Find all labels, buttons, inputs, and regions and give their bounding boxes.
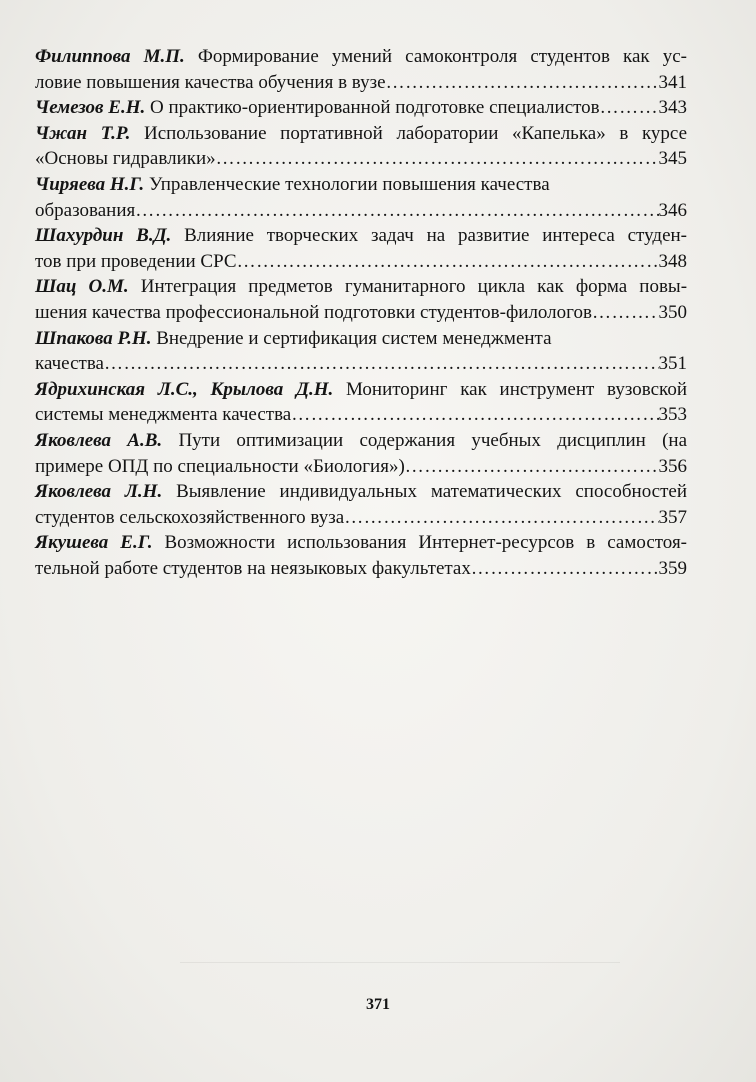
page-number: 371 <box>366 996 390 1013</box>
toc-entry-title: примере ОПД по специальности «Биология») <box>35 455 405 477</box>
toc-entry-page: 353 <box>658 404 687 426</box>
toc-entry-first-line <box>35 172 687 198</box>
toc-entry-page: 343 <box>658 97 687 119</box>
toc-entry-page: 359 <box>658 557 687 579</box>
toc-entry-title: Пути оптимизации содержания учебных дисциплин (на <box>178 429 688 451</box>
toc-entry-last-line <box>35 505 687 531</box>
toc-entry-title: Использование портативной лаборатории «Капелька» в курсе <box>143 122 687 144</box>
toc-entry-title: ловие повышения качества обучения в вузе <box>35 71 386 93</box>
dot-leader <box>405 454 659 480</box>
toc-entry-last-line <box>35 95 687 121</box>
toc-entry-last-line <box>35 70 687 96</box>
toc-entry-author: Чемезов Е.Н. <box>35 97 146 119</box>
toc-entry-title: образования <box>35 199 136 221</box>
dot-leader <box>592 300 659 326</box>
toc-entry-first-line <box>35 530 687 556</box>
toc-entry-author: Шац О.М. <box>35 276 129 298</box>
toc-entry-page: 357 <box>658 506 687 528</box>
toc-entry-author: Шахурдин В.Д. <box>35 225 172 247</box>
toc-entry-page: 341 <box>658 71 687 93</box>
toc-entry-last-line <box>35 198 687 224</box>
dot-leader <box>216 146 659 172</box>
toc-entry-title: студентов сельскохозяйственного вуза <box>35 506 345 528</box>
toc-entry-title: системы менеджмента качества <box>35 404 292 426</box>
dot-leader <box>344 505 658 531</box>
toc-entry-last-line <box>35 249 687 275</box>
toc-entry-first-line <box>35 377 687 403</box>
toc-entry-author: Филиппова М.П. <box>35 46 185 67</box>
toc-entry-first-line <box>35 274 687 300</box>
toc-entry-title: тов при проведении СРС <box>35 250 237 272</box>
toc-entry-title: «Основы гидравлики» <box>35 148 216 170</box>
toc-entry-title: тельной работе студентов на неязыковых факультетах <box>35 557 471 579</box>
toc-entry-title: шения качества профессиональной подготовки студентов-филологов <box>35 301 592 323</box>
dot-leader <box>291 402 658 428</box>
toc-entry-first-line <box>35 479 687 505</box>
toc-entry-title: Влияние творческих задач на развитие интереса студен- <box>184 225 687 247</box>
toc-entry-last-line <box>35 402 687 428</box>
toc-entry-last-line <box>35 351 687 377</box>
dot-leader <box>237 249 659 275</box>
toc-entry-title: О практико-ориентированной подготовке специалистов <box>149 97 600 119</box>
dot-leader <box>386 70 659 96</box>
toc-entry-title: Формирование умений самоконтроля студентов как ус- <box>197 46 688 67</box>
toc-entry-author: Ядрихинская Л.С., Крылова Д.Н. <box>35 378 334 400</box>
toc-entry-first-line <box>35 428 687 454</box>
toc-entry-title: Внедрение и сертификация систем менеджмента <box>156 327 552 349</box>
toc-entry-title: Управленческие технологии повышения качества <box>148 173 550 195</box>
toc-entry-author: Якушева Е.Г. <box>35 532 153 554</box>
table-of-contents <box>35 44 687 581</box>
toc-entry-page: 351 <box>658 353 687 375</box>
dot-leader <box>135 198 658 224</box>
toc-entry <box>35 44 687 95</box>
toc-entry-last-line <box>35 556 687 582</box>
toc-entry-page: 346 <box>658 199 687 221</box>
toc-entry-first-line <box>35 326 687 352</box>
toc-entry <box>35 479 687 530</box>
toc-entry-author: Чиряева Н.Г. <box>35 173 145 195</box>
toc-entry-first-line <box>35 44 687 70</box>
toc-entry <box>35 121 687 172</box>
toc-entry-author: Яковлева Л.Н. <box>35 481 163 503</box>
toc-entry-page: 356 <box>658 455 687 477</box>
toc-entry-first-line <box>35 121 687 147</box>
toc-entry-title: Мониторинг как инструмент вузовской <box>346 378 687 400</box>
show-through-rule <box>180 962 620 963</box>
toc-entry <box>35 428 687 479</box>
toc-entry <box>35 95 687 121</box>
toc-entry-title: качества <box>35 353 104 375</box>
toc-entry-title: Возможности использования Интернет-ресурсов в самостоя- <box>164 532 688 554</box>
toc-entry-title: Выявление индивидуальных математических способностей <box>176 481 688 503</box>
toc-entry <box>35 223 687 274</box>
toc-entry <box>35 274 687 325</box>
toc-entry-author: Шпакова Р.Н. <box>35 327 152 349</box>
toc-entry <box>35 377 687 428</box>
dot-leader <box>600 95 659 121</box>
toc-entry-last-line <box>35 300 687 326</box>
toc-entry-last-line <box>35 454 687 480</box>
toc-entry-page: 345 <box>658 148 687 170</box>
dot-leader <box>471 556 659 582</box>
toc-entry <box>35 172 687 223</box>
toc-entry-author: Яковлева А.В. <box>35 429 163 451</box>
toc-entry <box>35 530 687 581</box>
toc-entry-last-line <box>35 146 687 172</box>
toc-entry-page: 348 <box>658 250 687 272</box>
toc-entry-page: 350 <box>658 301 687 323</box>
dot-leader <box>104 351 659 377</box>
toc-entry <box>35 326 687 377</box>
toc-entry-first-line <box>35 223 687 249</box>
toc-entry-title: Интеграция предметов гуманитарного цикла как форма повы- <box>140 276 688 298</box>
toc-entry-author: Чжан Т.Р. <box>35 122 131 144</box>
